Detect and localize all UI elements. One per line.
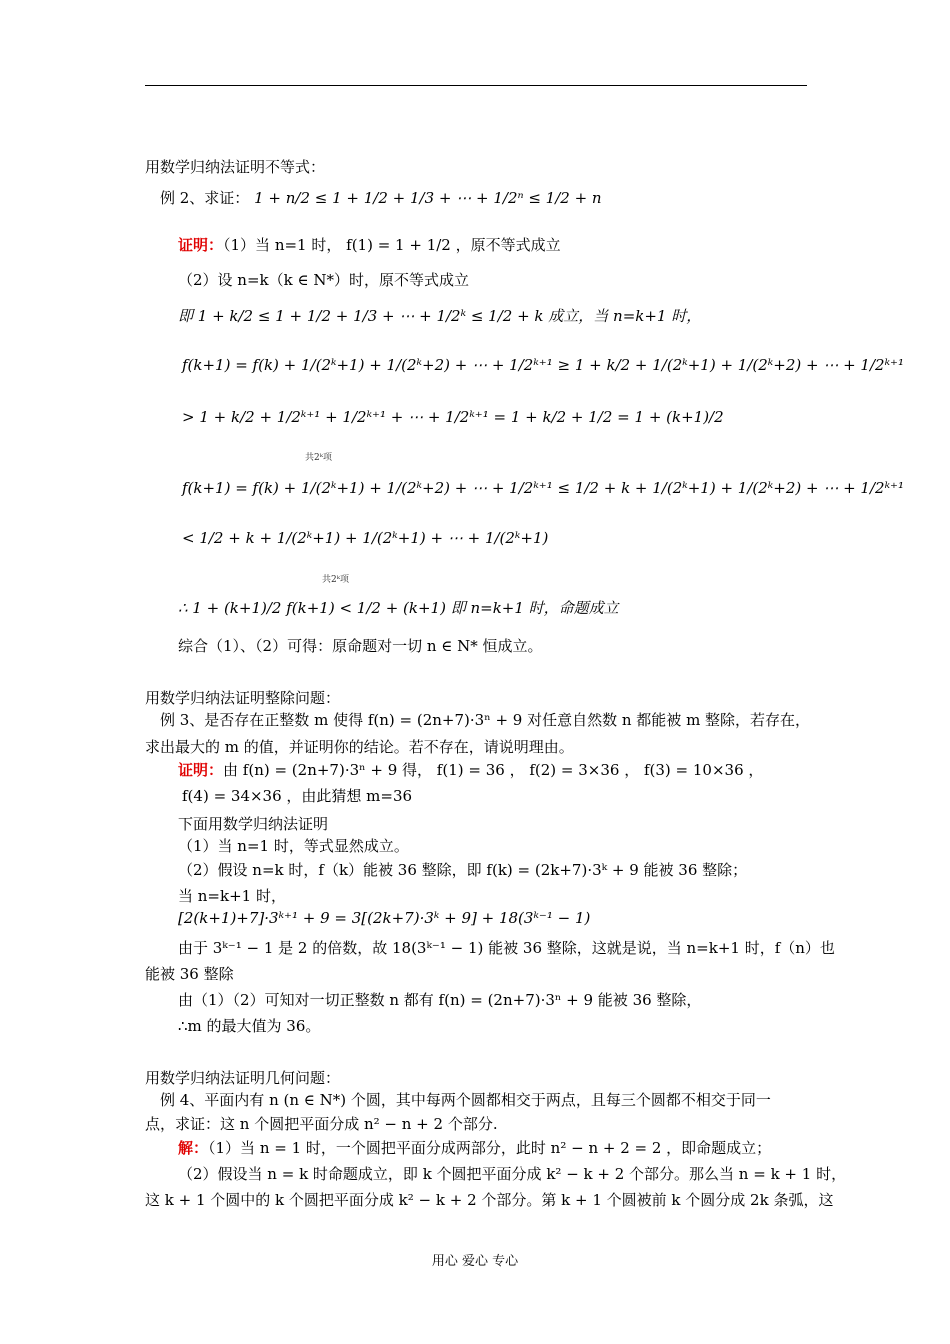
proof2-p4: （1）当 n=1 时，等式显然成立。: [178, 837, 409, 855]
ineq-line-b: > 1 + k/2 + 1/2ᵏ⁺¹ + 1/2ᵏ⁺¹ + ⋯ + 1/2ᵏ⁺¹ = 1 + k/2 + 1/2 = 1 + (k+1)/2: [182, 408, 724, 426]
proof2-p10: 由（1）（2）可知对一切正整数 n 都有 f(n) = (2n+7)·3ⁿ + 9 能被 36 整除，: [178, 991, 702, 1009]
page-footer: 用心 爱心 专心: [431, 1254, 519, 1269]
proof2-p8: 由于 3ᵏ⁻¹ − 1 是 2 的倍数，故 18(3ᵏ⁻¹ − 1) 能被 36 整除，这就是说，当 n=k+1 时，f（n）也: [178, 939, 835, 957]
proof2-p7: [2(k+1)+7]·3ᵏ⁺¹ + 9 = 3[(2k+7)·3ᵏ + 9] + 18(3ᵏ⁻¹ − 1): [178, 909, 591, 927]
proof1-step1: [178, 235, 561, 255]
section1-heading: 用数学归纳法证明不等式：: [145, 158, 326, 176]
proof2-p11: ∴m 的最大值为 36。: [178, 1017, 321, 1035]
example2-math: 1 + n/2 ≤ 1 + 1/2 + 1/3 + ⋯ + 1/2ⁿ ≤ 1/2 + n: [254, 189, 602, 207]
solution-line2: （2）假设当 n = k 时命题成立，即 k 个圆把平面分成 k² − k + 2 个部分。那么当 n = k + 1 时，: [178, 1165, 847, 1183]
ineq-line-d: < 1/2 + k + 1/(2ᵏ+1) + 1/(2ᵏ+1) + ⋯ + 1/(2ᵏ+1): [182, 529, 549, 547]
proof1-step2b: 即 1 + k/2 ≤ 1 + 1/2 + 1/3 + ⋯ + 1/2ᵏ ≤ 1/2 + k 成立，当 n=k+1 时，: [178, 307, 702, 325]
proof2-p1-text: 由 f(n) = (2n+7)·3ⁿ + 9 得， f(1) = 36 ， f(2) = 3×36 ， f(3) = 10×36 ，: [223, 761, 764, 779]
ineq-line-c: f(k+1) = f(k) + 1/(2ᵏ+1) + 1/(2ᵏ+2) + ⋯ + 1/2ᵏ⁺¹ ≤ 1/2 + k + 1/(2ᵏ+1) + 1/(2ᵏ+2) + ⋯ + 1/2ᵏ⁺¹: [182, 479, 904, 497]
example4-line1: 例 4、平面内有 n (n ∈ N*) 个圆，其中每两个圆都相交于两点，且每三个圆都不相交于同一: [160, 1091, 771, 1109]
proof2-p6: 当 n=k+1 时，: [178, 887, 286, 905]
example4-line2: 点，求证：这 n 个圆把平面分成 n² − n + 2 个部分.: [145, 1115, 498, 1133]
proof1-step2: （2）设 n=k（k ∈ N*）时，原不等式成立: [178, 271, 469, 289]
ineq-line-b-note: 共2ᵏ项: [305, 453, 333, 463]
solution-line1-text: （1）当 n = 1 时，一个圆把平面分成两部分，此时 n² − n + 2 = 2 ，即命题成立；: [208, 1139, 772, 1157]
proof-label: 证明：: [178, 236, 224, 254]
section2-heading: 用数学归纳法证明整除问题：: [145, 689, 341, 707]
section3-heading: 用数学归纳法证明几何问题：: [145, 1069, 341, 1087]
solution-line1: [178, 1138, 771, 1158]
example2-label: 例 2、求证：: [160, 189, 250, 207]
proof2-p2: f(4) = 34×36 ，由此猜想 m=36: [182, 787, 413, 805]
proof2-p1: [178, 760, 763, 780]
section1-conclusion: 综合（1）、（2）可得：原命题对一切 n ∈ N* 恒成立。: [178, 637, 543, 655]
proof2-p5: （2）假设 n=k 时，f（k）能被 36 整除，即 f(k) = (2k+7)·3ᵏ + 9 能被 36 整除；: [178, 861, 748, 879]
proof2-p3: 下面用数学归纳法证明: [178, 815, 329, 833]
example3-line1: 例 3、是否存在正整数 m 使得 f(n) = (2n+7)·3ⁿ + 9 对任意自然数 n 都能被 m 整除，若存在，: [160, 711, 811, 729]
proof2-label: 证明：: [178, 761, 224, 779]
solution-label: 解：: [178, 1139, 209, 1157]
ineq-line-d-note: 共2ᵏ项: [322, 575, 350, 585]
ineq-line-e: ∴ 1 + (k+1)/2 f(k+1) < 1/2 + (k+1) 即 n=k+1 时，命题成立: [178, 599, 619, 617]
step1-text: （1）当 n=1 时， f(1) = 1 + 1/2 ，原不等式成立: [223, 236, 561, 254]
proof2-p9: 能被 36 整除: [145, 965, 234, 983]
example3-line2: 求出最大的 m 的值，并证明你的结论。若不存在，请说明理由。: [145, 738, 574, 756]
solution-line3: 这 k + 1 个圆中的 k 个圆把平面分成 k² − k + 2 个部分。第 k + 1 个圆被前 k 个圆分成 2k 条弧，这: [145, 1191, 834, 1209]
ineq-line-a: f(k+1) = f(k) + 1/(2ᵏ+1) + 1/(2ᵏ+2) + ⋯ + 1/2ᵏ⁺¹ ≥ 1 + k/2 + 1/(2ᵏ+1) + 1/(2ᵏ+2) + ⋯ + 1/2ᵏ⁺¹: [182, 356, 904, 374]
example2: [160, 188, 602, 208]
header-rule: [145, 85, 807, 86]
